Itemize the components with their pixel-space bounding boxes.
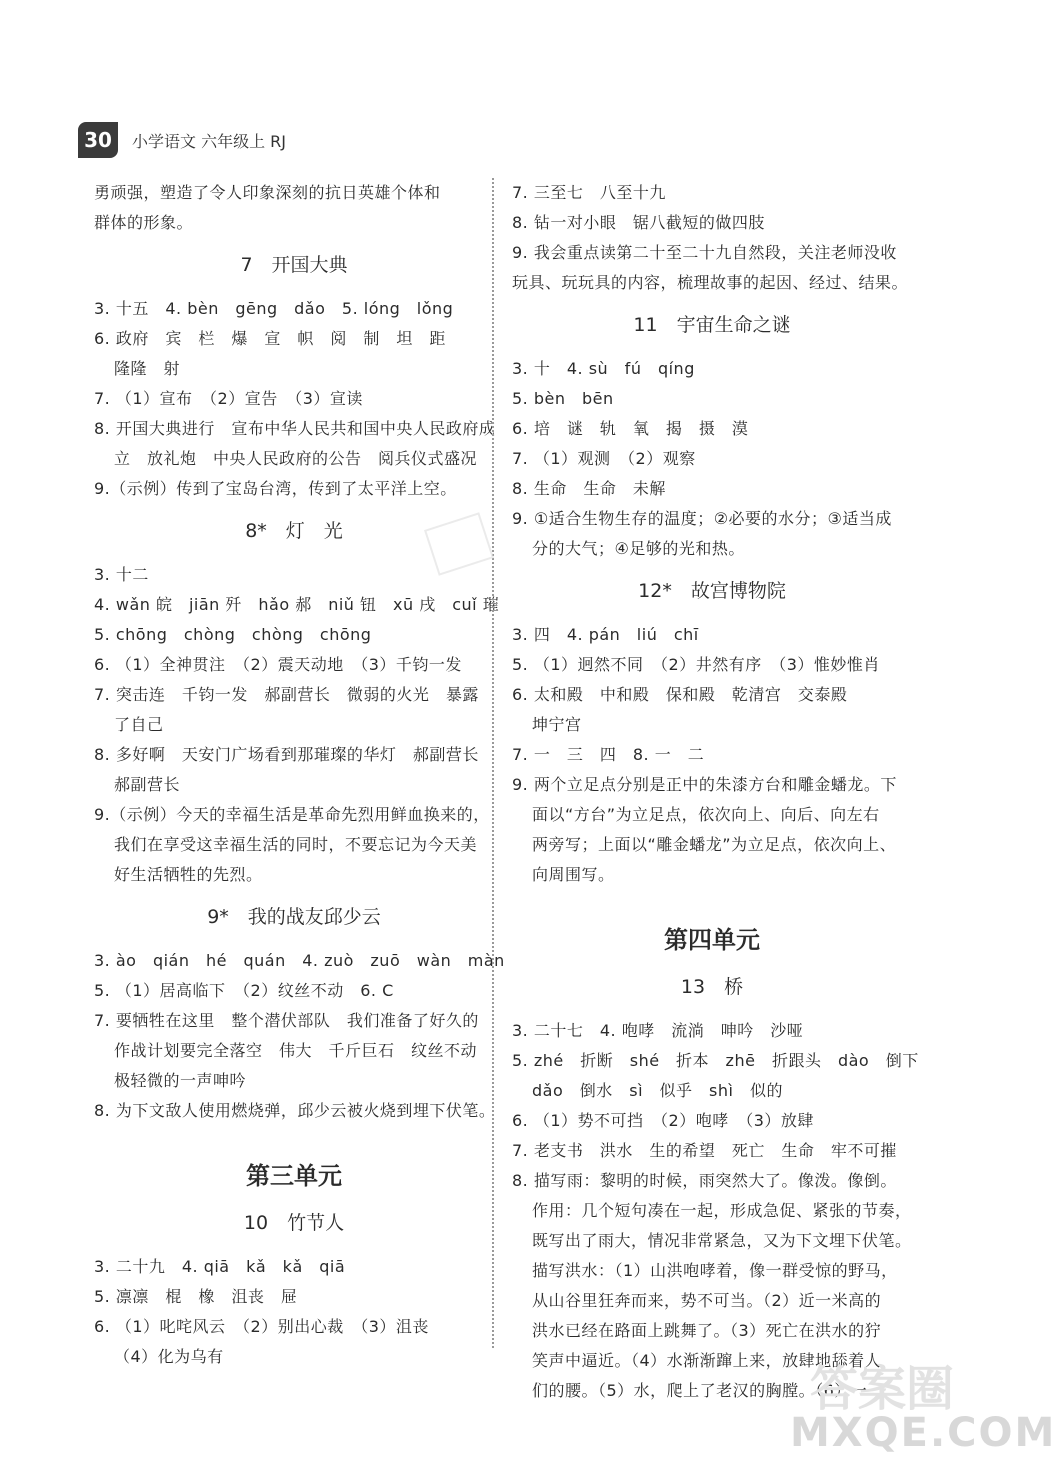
answer-line: 向周围写。 [532,865,615,884]
answer-line: 5. 凛凛 棍 橡 沮丧 屉 [94,1287,298,1306]
answer-line: 3. 十五 4. bèn gēng dǎo 5. lóng lǒng [94,299,454,318]
answer-line: 既写出了雨大，情况非常紧急，又为下文埋下伏笔。 [532,1231,912,1250]
answer-line: 玩具、玩玩具的内容，梳理故事的起因、经过、结果。 [512,273,909,292]
answer-line: 3. 十二 [94,565,149,584]
left-column [94,178,505,1372]
answer-line: 8. 开国大典进行 宣布中华人民共和国中央人民政府成 [94,419,496,438]
answer-line: 5. （1）居高临下 （2）纹丝不动 6. C [94,981,394,1000]
answer-line: 极轻微的一声呻吟 [114,1071,247,1090]
answer-line: 9.（示例）传到了宝岛台湾，传到了太平洋上空。 [94,479,457,498]
answer-line: 我们在享受这幸福生活的同时，不要忘记为今天美 [114,835,478,854]
answer-line: 3. 二十九 4. qiā kǎ kǎ qiā [94,1257,346,1276]
answer-line: 两旁写；上面以“雕金蟠龙”为立足点，依次向上、 [532,835,897,854]
section-title: 12* 故宫博物院 [638,580,786,602]
answer-line: 8. 为下文敌人使用燃烧弹，邱少云被火烧到埋下伏笔。 [94,1101,496,1120]
answer-line: 隆隆 射 [114,359,181,378]
answer-line: 3. ào qián hé quán 4. zuò zuō wàn màn [94,951,505,970]
answer-line: 3. 四 4. pán liú chī [512,625,699,644]
answer-line: 洪水已经在路面上跳舞了。（3）死亡在洪水的狞 [532,1321,882,1340]
answer-line: 4. wǎn 皖 jiān 歼 hǎo 郝 niǔ 钮 xū 戌 cuǐ 璀 [94,595,500,614]
answer-line: 9. ①适合生物生存的温度；②必要的水分；③适当成 [512,509,892,528]
unit-title: 第三单元 [246,1162,342,1190]
answer-line: （4）化为乌有 [114,1347,224,1366]
answer-line: 5. chōng chòng chòng chōng [94,625,372,644]
page-header [78,122,498,162]
answer-line: 3. 十 4. sù fú qíng [512,359,695,378]
answer-line: 7. 要牺牲在这里 整个潜伏部队 我们准备了好久的 [94,1011,479,1030]
book-title: 小学语文 六年级上 RJ [132,132,287,151]
section-title: 9* 我的战友邱少云 [207,906,381,928]
answer-line: 6. （1）全神贯注 （2）震天动地 （3）千钧一发 [94,655,462,674]
answer-line: 6. 太和殿 中和殿 保和殿 乾清宫 交泰殿 [512,685,848,704]
answer-line: 作战计划要完全落空 伟大 千斤巨石 纹丝不动 [114,1041,478,1060]
answer-line: 7. 老支书 洪水 生的希望 死亡 生命 牢不可摧 [512,1141,897,1160]
answer-line: 从山谷里狂奔而来，势不可当。（2）近一米高的 [532,1291,882,1310]
section-title: 10 竹节人 [243,1212,345,1234]
text-line: 勇顽强，塑造了令人印象深刻的抗日英雄个体和 [94,183,441,202]
answer-line: 9. 我会重点读第二十至二十九自然段，关注老师没收 [512,243,897,262]
answer-line: 们的腰。（5）水，爬上了老汉的胸膛。（6）一 [532,1381,868,1400]
right-column [512,178,919,1406]
answer-line: 好生活牺牲的先烈。 [114,865,263,884]
page-number-badge: 30 [78,122,118,158]
answer-line: 6. 培 谜 轨 氧 揭 摄 漠 [512,419,749,438]
answer-line: 7. （1）宣布 （2）宣告 （3）宣读 [94,389,363,408]
section-title: 7 开国大典 [240,254,348,276]
answer-line: 了自己 [114,715,164,734]
answer-line: 5. bèn bēn [512,389,614,408]
answer-line: 5. （1）迥然不同 （2）井然有序 （3）惟妙惟肖 [512,655,880,674]
answer-line: 立 放礼炮 中央人民政府的公告 阅兵仪式盛况 [114,449,478,468]
answer-line: 分的大气；④足够的光和热。 [532,539,745,558]
answer-line: 6. （1）势不可挡 （2）咆哮 （3）放肆 [512,1111,814,1130]
watermark-site-text: MXQE.COM [790,1410,1056,1456]
answer-line: 9.（示例）今天的幸福生活是革命先烈用鲜血换来的， [94,805,490,824]
answer-line: 8. 多好啊 天安门广场看到那璀璨的华灯 郝副营长 [94,745,479,764]
column-divider [492,178,494,1348]
answer-line: 7. （1）观测 （2）观察 [512,449,696,468]
answer-line: 描写洪水：（1）山洪咆哮着，像一群受惊的野马， [532,1261,898,1280]
answer-line: 8. 生命 生命 未解 [512,479,666,498]
answer-line: 7. 突击连 千钧一发 郝副营长 微弱的火光 暴露 [94,685,479,704]
section-title: 11 宇宙生命之谜 [633,314,791,336]
answer-line: 7. 一 三 四 8. 一 二 [512,745,705,764]
answer-line: 郝副营长 [114,775,181,794]
answer-line: 6. 政府 宾 栏 爆 宣 帜 阅 制 坦 距 [94,329,446,348]
section-title: 13 桥 [680,976,744,998]
answer-line: 8. 钻一对小眼 锯八截短的做四肢 [512,213,765,232]
watermark-logo-text: 答案圈 [810,1361,955,1417]
answer-line: 面以“方台”为立足点，依次向上、向后、向左右 [532,805,880,824]
section-title: 8* 灯 光 [245,520,343,542]
answer-line: 坤宁宫 [532,715,582,734]
answer-line: 6. （1）叱咤风云 （2）别出心裁 （3）沮丧 [94,1317,429,1336]
answer-line: 作用：几个短句凑在一起，形成急促、紧张的节奏， [532,1201,912,1220]
answer-line: 9. 两个立足点分别是正中的朱漆方台和雕金蟠龙。下 [512,775,897,794]
answer-line: 8. 描写雨：黎明的时候，雨突然大了。像泼。像倒。 [512,1171,897,1190]
answer-line: 笑声中逼近。（4）水渐渐蹿上来，放肆地舔着人 [532,1351,882,1370]
unit-title: 第四单元 [664,926,760,954]
answer-line: 3. 二十七 4. 咆哮 流淌 呻吟 沙哑 [512,1021,804,1040]
answer-line: dǎo 倒水 sì 似乎 shì 似的 [532,1081,783,1100]
answer-line: 5. zhé 折断 shé 折本 zhē 折跟头 dào 倒下 [512,1051,919,1070]
text-line: 群体的形象。 [94,213,194,232]
answer-line: 7. 三至七 八至十九 [512,183,666,202]
